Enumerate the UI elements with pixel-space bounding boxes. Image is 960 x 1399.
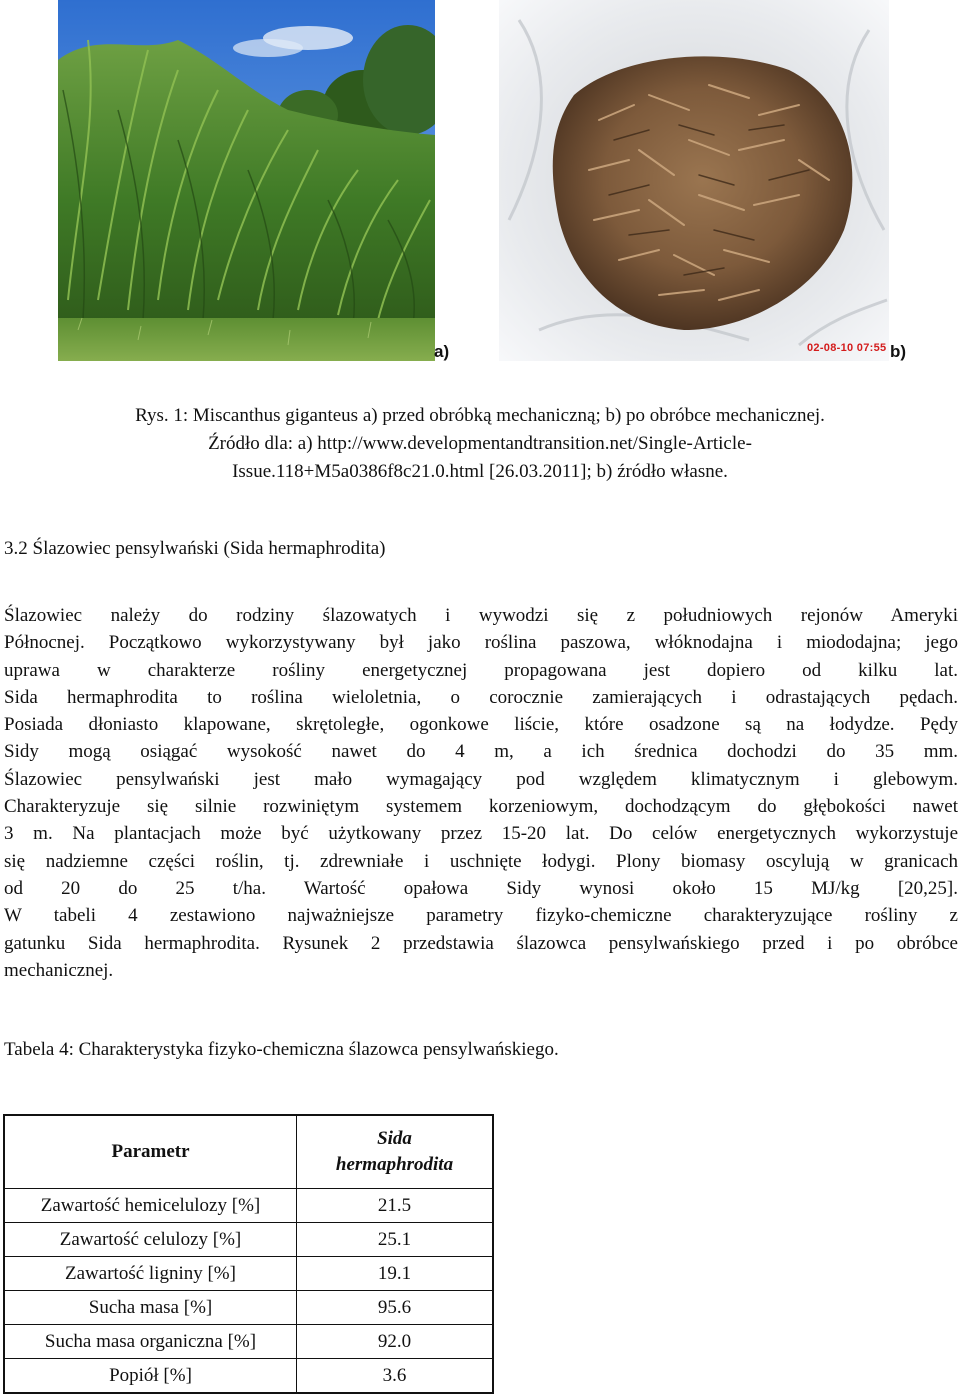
table-caption: Tabela 4: Charakterystyka fizyko-chemiczna ślazowca pensylwańskiego. [4, 1039, 559, 1060]
photo-timestamp: 02-08-10 07:55 [807, 342, 887, 354]
caption-source-line: Źródło dla: a) http://www.developmentandtransition.net/Single-Article- [208, 433, 752, 454]
paragraph-line: od 20 do 25 t/ha. Wartość opałowa Sidy wynosi około 15 MJ/kg [20,25]. [4, 877, 958, 899]
paragraph-line: gatunku Sida hermaphrodita. Rysunek 2 przedstawia ślazowca pensylwańskiego przed i po obróbce [4, 932, 958, 954]
paragraph-line: się nadziemne części roślin, tj. zdrewniałe i uschnięte łodygi. Plony biomasy oscylują w granicach [4, 850, 958, 872]
header-sida-hermaphrodita [297, 1115, 494, 1189]
value-cell: 92.0 [297, 1325, 494, 1359]
value-cell: 21.5 [297, 1189, 494, 1223]
chopped-biomass-photo [499, 0, 889, 361]
table-row [4, 1257, 493, 1291]
value-cell: 3.6 [297, 1359, 494, 1394]
figure-1 [0, 0, 960, 372]
param-cell: Sucha masa organiczna [%] [4, 1325, 297, 1359]
param-cell: Zawartość ligniny [%] [4, 1257, 297, 1291]
table-row [4, 1223, 493, 1257]
miscanthus-field-photo [58, 0, 435, 361]
param-cell: Popiół [%] [4, 1359, 297, 1394]
paragraph-line: uprawa w charakterze rośliny energetycznej propagowana jest dopiero od kilku lat. [4, 659, 958, 681]
paragraph-line: Sidy mogą osiągać wysokość nawet do 4 m, a ich średnica dochodzi do 35 mm. [4, 741, 958, 763]
chopped-biomass-image [499, 0, 889, 361]
caption-line: Rys. 1: Miscanthus giganteus a) przed obróbką mechaniczną; b) po obróbce mechanicznej. [135, 405, 825, 426]
miscanthus-field-image [58, 0, 435, 361]
paragraph-line: 3 m. Na plantacjach może być użytkowany przez 15-20 lat. Do celów energetycznych wykorzystuje [4, 823, 958, 845]
panel-label-a: a) [434, 342, 450, 361]
table-row [4, 1291, 493, 1325]
header-parameter: Parametr [4, 1115, 297, 1189]
section-heading: 3.2 Ślazowiec pensylwański (Sida hermaphrodita) [4, 538, 386, 559]
characteristics-table [3, 1114, 494, 1394]
panel-label-b: b) [890, 342, 907, 361]
paragraph-line: Północnej. Początkowo wykorzystywany był jako roślina paszowa, włóknodajna i miododajna; jego [4, 632, 958, 654]
paragraph-line: Sida hermaphrodita to roślina wieloletnia, o corocznie zamierających i odrastających pędach. [4, 686, 958, 708]
paragraph-line: Ślazowiec pensylwański jest mało wymagający pod względem klimatycznym i glebowym. [4, 768, 958, 790]
value-cell: 95.6 [297, 1291, 494, 1325]
paragraph-line: Ślazowiec należy do rodziny ślazowatych i wywodzi się z południowych rejonów Ameryki [4, 605, 958, 626]
table-header-row [4, 1115, 493, 1189]
param-cell: Zawartość celulozy [%] [4, 1223, 297, 1257]
param-cell: Sucha masa [%] [4, 1291, 297, 1325]
value-cell: 25.1 [297, 1223, 494, 1257]
table-row [4, 1189, 493, 1223]
param-cell: Zawartość hemicelulozy [%] [4, 1189, 297, 1223]
header-sida-line1: Sida [377, 1128, 412, 1149]
header-sida-line2: hermaphrodita [335, 1154, 454, 1175]
paragraph-line: W tabeli 4 zestawiono najważniejsze parametry fizyko-chemiczne charakteryzujące rośliny z [4, 905, 958, 927]
paragraph-line: mechanicznej. [4, 959, 114, 981]
table-row [4, 1359, 493, 1394]
body-paragraph [4, 602, 958, 984]
figure-caption [0, 402, 960, 486]
paragraph-line: Charakteryzuje się silnie rozwiniętym systemem korzeniowym, dochodzącym do głębokości nawet [4, 796, 958, 818]
value-cell: 19.1 [297, 1257, 494, 1291]
paragraph-line: Posiada dłoniasto klapowane, skrętoległe, ogonkowe liście, które osadzone są na łodydze. Pędy [4, 714, 958, 736]
table-row [4, 1325, 493, 1359]
caption-source-line: Issue.118+M5a0386f8c21.0.html [26.03.2011]; b) źródło własne. [232, 461, 728, 482]
